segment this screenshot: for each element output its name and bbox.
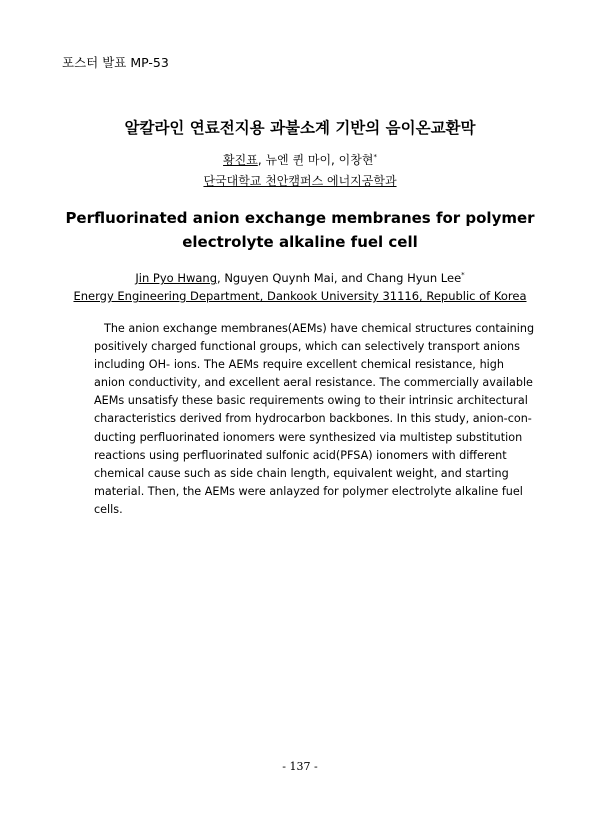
abstract-line: material. Then, the AEMs were anlayzed for polymer electrolyte alkaline fuel [94,484,523,498]
english-title-line-1: Perfluorinated anion exchange membranes for polymer [65,209,535,227]
english-title-line-2: electrolyte alkaline fuel cell [182,233,418,251]
abstract-line: ducting perfluorinated ionomers were synthesized via multistep substitution [94,430,523,444]
korean-title: 알칼라인 연료전지용 과불소계 기반의 음이온교환막 [124,119,476,137]
abstract-line: anion conductivity, and excellent aeral resistance. The commercially available [94,376,533,390]
abstract-line: cells. [94,502,123,516]
korean-coauthors: , 뉴엔 퀸 마이, 이창현 [257,153,374,167]
english-coauthors: , Nguyen Quynh Mai, and Chang Hyun Lee [217,271,462,285]
abstract-line: The anion exchange membranes(AEMs) have chemical structures containing [104,322,535,335]
abstract-line: reactions using perfluorinated sulfonic acid(PFSA) ionomers with different [94,448,507,462]
english-title [0,206,600,254]
korean-corresponding-mark: * [373,153,377,161]
korean-affiliation-text: 단국대학교 천안캠퍼스 에너지공학과 [203,174,397,188]
english-authors [0,271,600,285]
korean-affiliation [0,172,600,189]
english-affiliation-text: Energy Engineering Department, Dankook University 31116, Republic of Korea [73,289,527,303]
abstract-body [94,320,535,519]
abstract-line: chemical cause such as side chain length, equivalent weight, and starting [94,466,509,480]
abstract-line: including OH- ions. The AEMs require excellent chemical resistance, high [94,358,504,372]
english-presenter: Jin Pyo Hwang [135,271,218,285]
english-affiliation [0,289,600,303]
poster-session-label: 포스터 발표 MP-53 [62,55,169,70]
abstract-line: characteristics derived from hydrocarbon backbones. In this study, anion-con- [94,412,532,426]
abstract-line: AEMs unsatisfy these basic requirements owing to their intrinsic architectural [94,394,528,408]
english-corresponding-mark: * [461,271,465,280]
korean-presenter: 황진표 [223,153,258,167]
korean-authors [0,151,600,168]
abstract-line: positively charged functional groups, which can selectively transport anions [94,340,520,354]
page-number: - 137 - [282,760,318,773]
